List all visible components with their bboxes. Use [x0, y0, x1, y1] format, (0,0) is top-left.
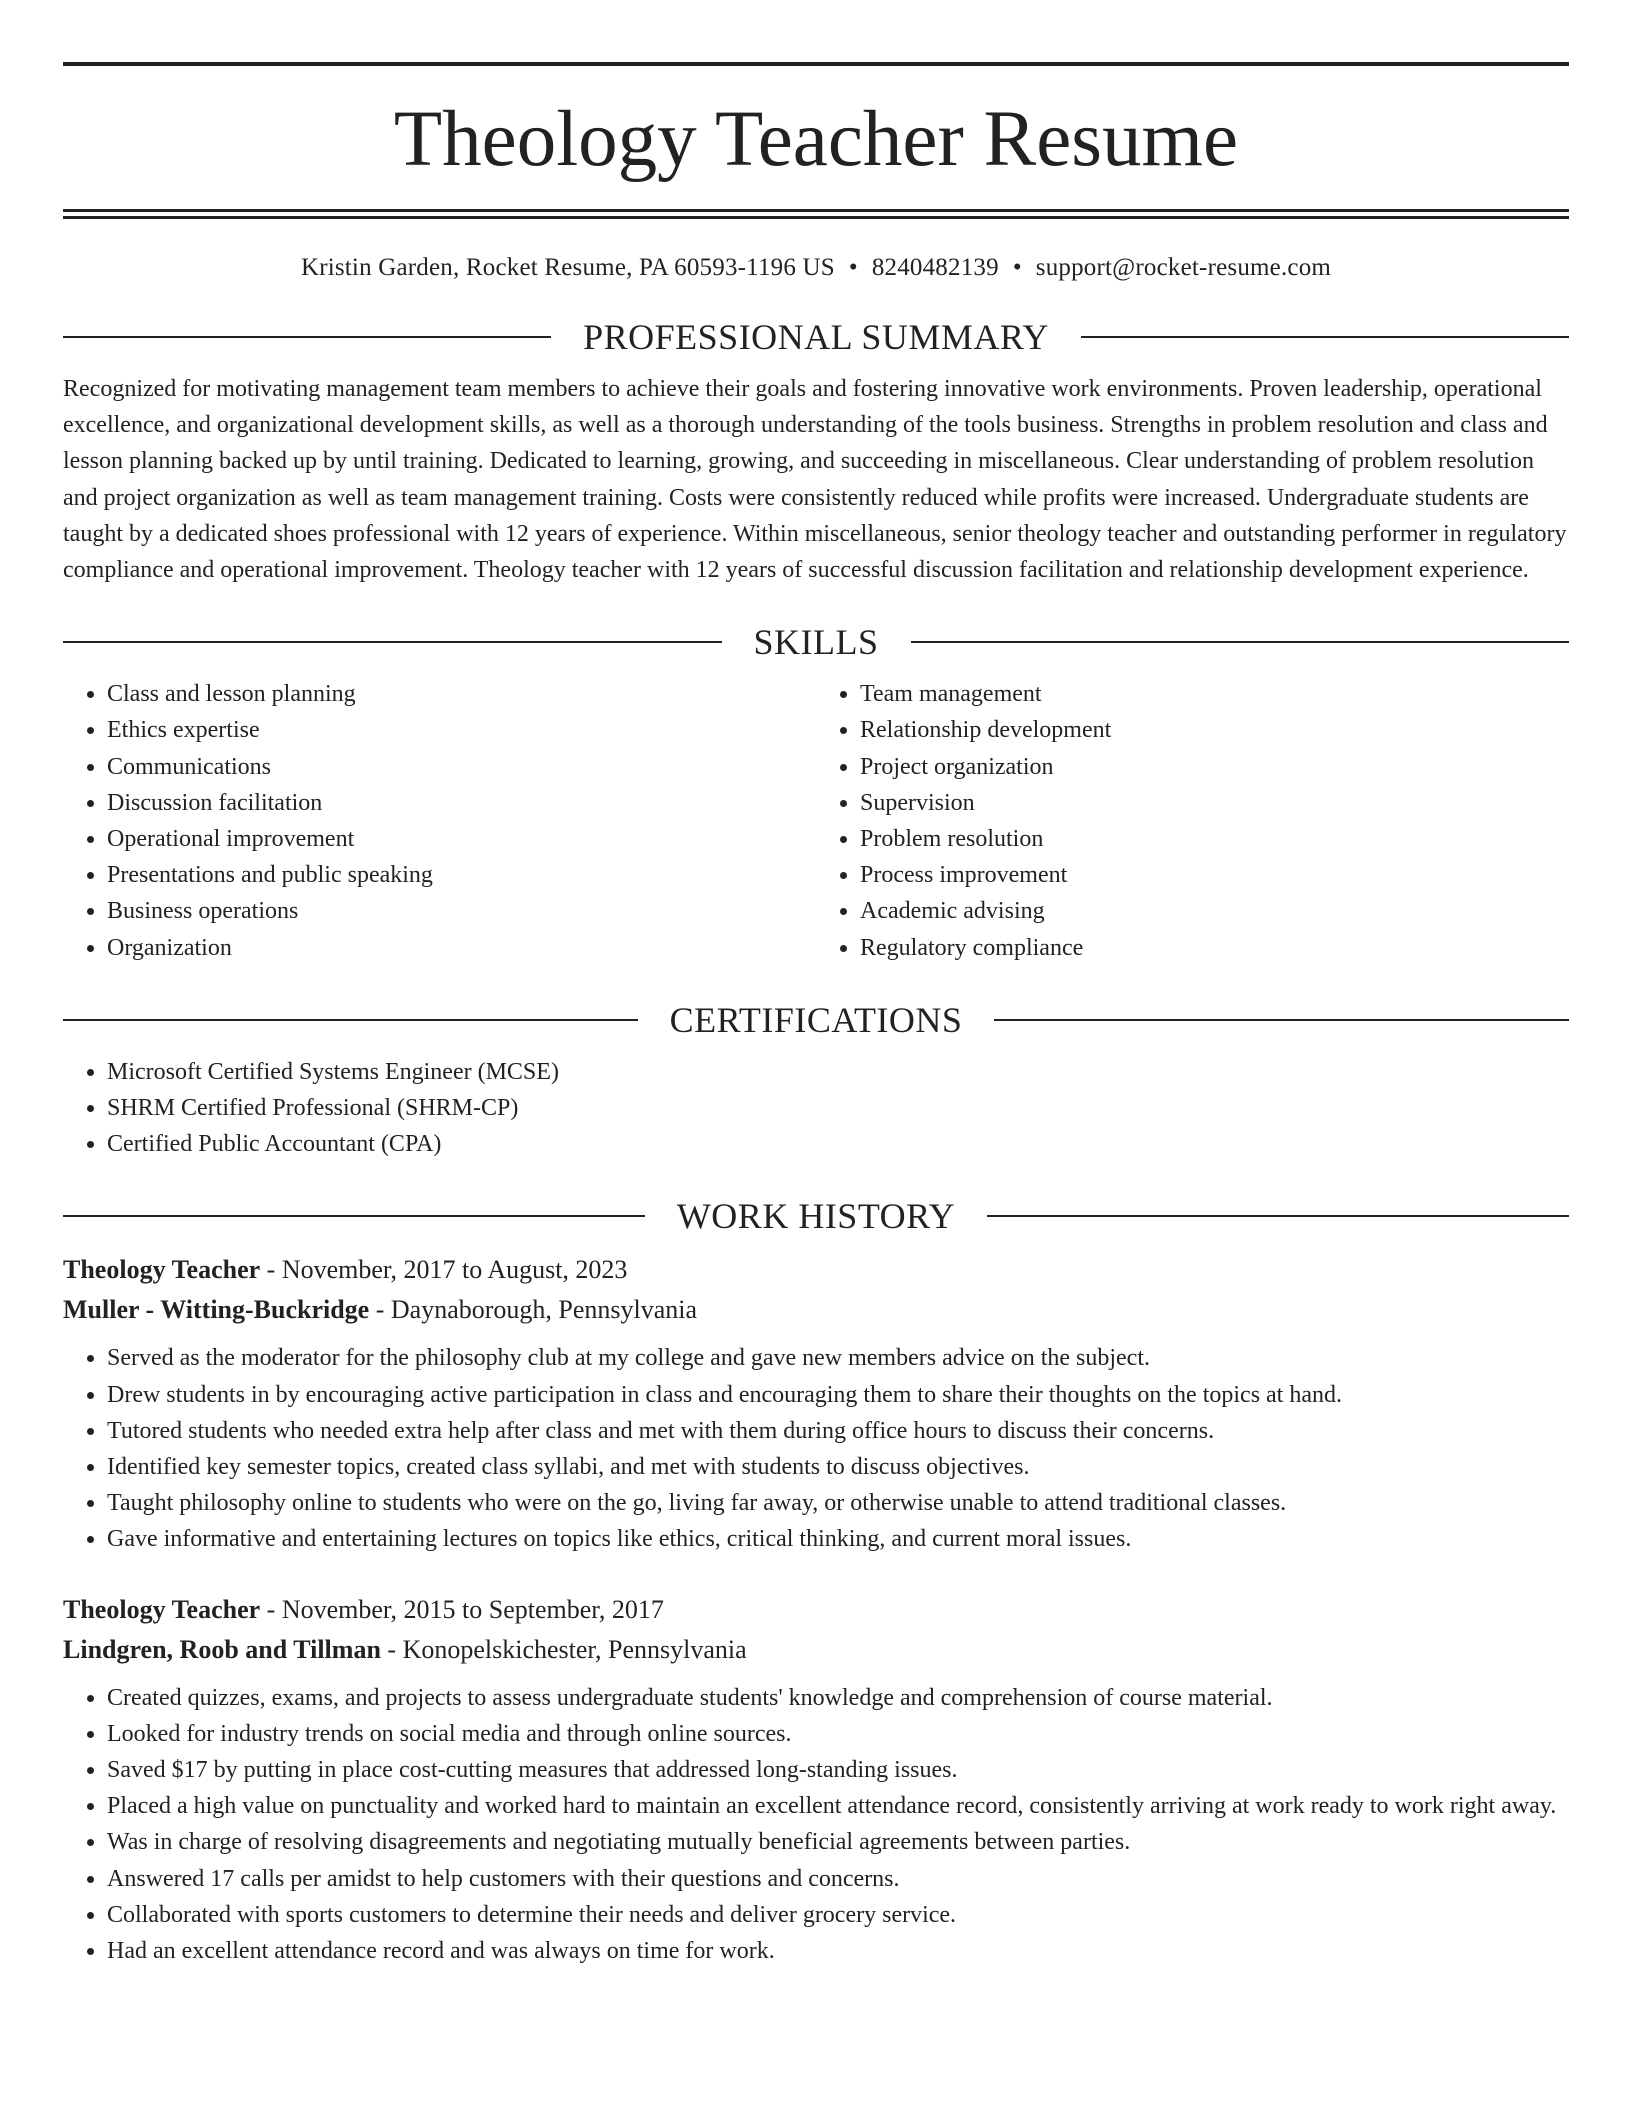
certification-item: • Certified Public Accountant (CPA) — [107, 1126, 1569, 1162]
job-duty-item: • Collaborated with sports customers to determine their needs and deliver grocery service. — [107, 1897, 1569, 1933]
skill-item: • Business operations — [107, 893, 816, 929]
contact-phone: 8240482139 — [871, 254, 999, 281]
job-company: Lindgren, Roob and Tillman — [63, 1634, 381, 1664]
skill-item: • Problem resolution — [860, 821, 1569, 857]
skill-item: • Organization — [107, 930, 816, 966]
section-heading-certifications — [63, 999, 1569, 1040]
heading-rule-left — [63, 336, 551, 338]
work-history-list — [63, 1250, 1569, 1969]
job-duties-list — [63, 1340, 1569, 1557]
skill-item: • Class and lesson planning — [107, 676, 816, 712]
heading-rule-left — [63, 1019, 638, 1021]
skill-item: • Regulatory compliance — [860, 930, 1569, 966]
section-title: PROFESSIONAL SUMMARY — [583, 317, 1049, 357]
skill-item: • Ethics expertise — [107, 712, 816, 748]
skill-item: • Supervision — [860, 785, 1569, 821]
heading-rule-right — [994, 1019, 1569, 1021]
job-dates: - November, 2017 to August, 2023 — [260, 1255, 628, 1285]
job-duty-item: • Looked for industry trends on social media and through online sources. — [107, 1716, 1569, 1752]
contact-address: Kristin Garden, Rocket Resume, PA 60593-1196 US — [300, 254, 835, 281]
job-company-line — [63, 1630, 1569, 1670]
section-heading-work-history — [63, 1196, 1569, 1237]
job-title-line — [63, 1250, 1569, 1290]
contact-separator: • — [1012, 254, 1022, 281]
job-duty-item: • Answered 17 calls per amidst to help customers with their questions and concerns. — [107, 1861, 1569, 1897]
job-duty-item: • Was in charge of resolving disagreements and negotiating mutually beneficial agreements between parties. — [107, 1824, 1569, 1860]
section-heading-skills — [63, 622, 1569, 663]
job-title: Theology Teacher — [63, 1594, 261, 1624]
certifications-list — [63, 1054, 1569, 1163]
summary-text: Recognized for motivating management team members to achieve their goals and fostering innovative work environments. Proven leadership, operational excellence, and organizational development skills, as well as a thorough understanding of the tools business. Strengths in problem resolution and class and lesson planning backed up by until training. Dedicated to learning, growing, and succeeding in miscellaneous. Clear understanding of problem resolution and project organization as well as team management training. Costs were consistently reduced while profits were increased. Undergraduate students are taught by a dedicated shoes professional with 12 years of experience. Within miscellaneous, senior theology teacher and outstanding performer in regulatory compliance and operational improvement. Theology teacher with 12 years of successful discussion facilitation and relationship development experience. — [63, 376, 1567, 584]
heading-rule-right — [987, 1215, 1569, 1217]
skill-item: • Relationship development — [860, 712, 1569, 748]
job-title-line — [63, 1590, 1569, 1630]
title-double-rule — [63, 209, 1569, 219]
job-duty-item: • Gave informative and entertaining lectures on topics like ethics, critical thinking, and current moral issues. — [107, 1521, 1569, 1557]
section-title: CERTIFICATIONS — [669, 999, 963, 1040]
skill-item: • Project organization — [860, 749, 1569, 785]
skill-item: • Communications — [107, 749, 816, 785]
skill-item: • Presentations and public speaking — [107, 857, 816, 893]
heading-rule-left — [63, 1215, 645, 1217]
job-entry — [63, 1250, 1569, 1557]
resume-title: Theology Teacher Resume — [393, 96, 1239, 183]
job-duty-item: • Served as the moderator for the philosophy club at my college and gave new members advice on the subject. — [107, 1340, 1569, 1376]
skill-item: • Discussion facilitation — [107, 785, 816, 821]
section-title: SKILLS — [753, 622, 879, 663]
resume-page — [63, 0, 1569, 1969]
skill-item: • Operational improvement — [107, 821, 816, 857]
contact-email[interactable]: support@rocket-resume.com — [1035, 254, 1332, 281]
heading-rule-right — [1081, 336, 1569, 338]
section-title: WORK HISTORY — [676, 1196, 956, 1237]
job-duty-item: • Placed a high value on punctuality and worked hard to maintain an excellent attendance record, consistently arriving at work ready to work right away. — [107, 1788, 1569, 1824]
job-title: Theology Teacher — [63, 1255, 261, 1285]
job-duty-item: • Taught philosophy online to students who were on the go, living far away, or otherwise unable to attend traditional classes. — [107, 1485, 1569, 1521]
job-duty-item: • Identified key semester topics, created class syllabi, and met with students to discuss objectives. — [107, 1449, 1569, 1485]
job-company: Muller - Witting-Buckridge — [63, 1295, 370, 1325]
job-dates: - November, 2015 to September, 2017 — [260, 1594, 664, 1624]
job-duty-item: • Saved $17 by putting in place cost-cutting measures that addressed long-standing issues. — [107, 1752, 1569, 1788]
job-duty-item: • Drew students in by encouraging active participation in class and encouraging them to share their thoughts on the topics at hand. — [107, 1377, 1569, 1413]
job-location: - Konopelskichester, Pennsylvania — [380, 1634, 747, 1664]
heading-rule-left — [63, 641, 722, 643]
heading-rule-right — [911, 641, 1570, 643]
job-duties-list — [63, 1680, 1569, 1970]
job-duty-item: • Had an excellent attendance record and was always on time for work. — [107, 1933, 1569, 1969]
skills-list-left — [63, 676, 816, 966]
skill-item: • Academic advising — [860, 893, 1569, 929]
job-duty-item: • Created quizzes, exams, and projects to assess undergraduate students' knowledge and comprehension of course material. — [107, 1680, 1569, 1716]
job-entry — [63, 1590, 1569, 1970]
contact-separator: • — [848, 254, 858, 281]
skills-list-right — [816, 676, 1569, 966]
section-heading-summary — [63, 319, 1569, 355]
job-location: - Daynaborough, Pennsylvania — [369, 1295, 698, 1325]
contact-line — [63, 253, 1569, 283]
skills-columns — [63, 676, 1569, 966]
skill-item: • Process improvement — [860, 857, 1569, 893]
job-company-line — [63, 1290, 1569, 1330]
job-duty-item: • Tutored students who needed extra help after class and met with them during office hours to discuss their concerns. — [107, 1413, 1569, 1449]
skill-item: • Team management — [860, 676, 1569, 712]
certification-item: • Microsoft Certified Systems Engineer (MCSE) — [107, 1054, 1569, 1090]
certification-item: • SHRM Certified Professional (SHRM-CP) — [107, 1090, 1569, 1126]
